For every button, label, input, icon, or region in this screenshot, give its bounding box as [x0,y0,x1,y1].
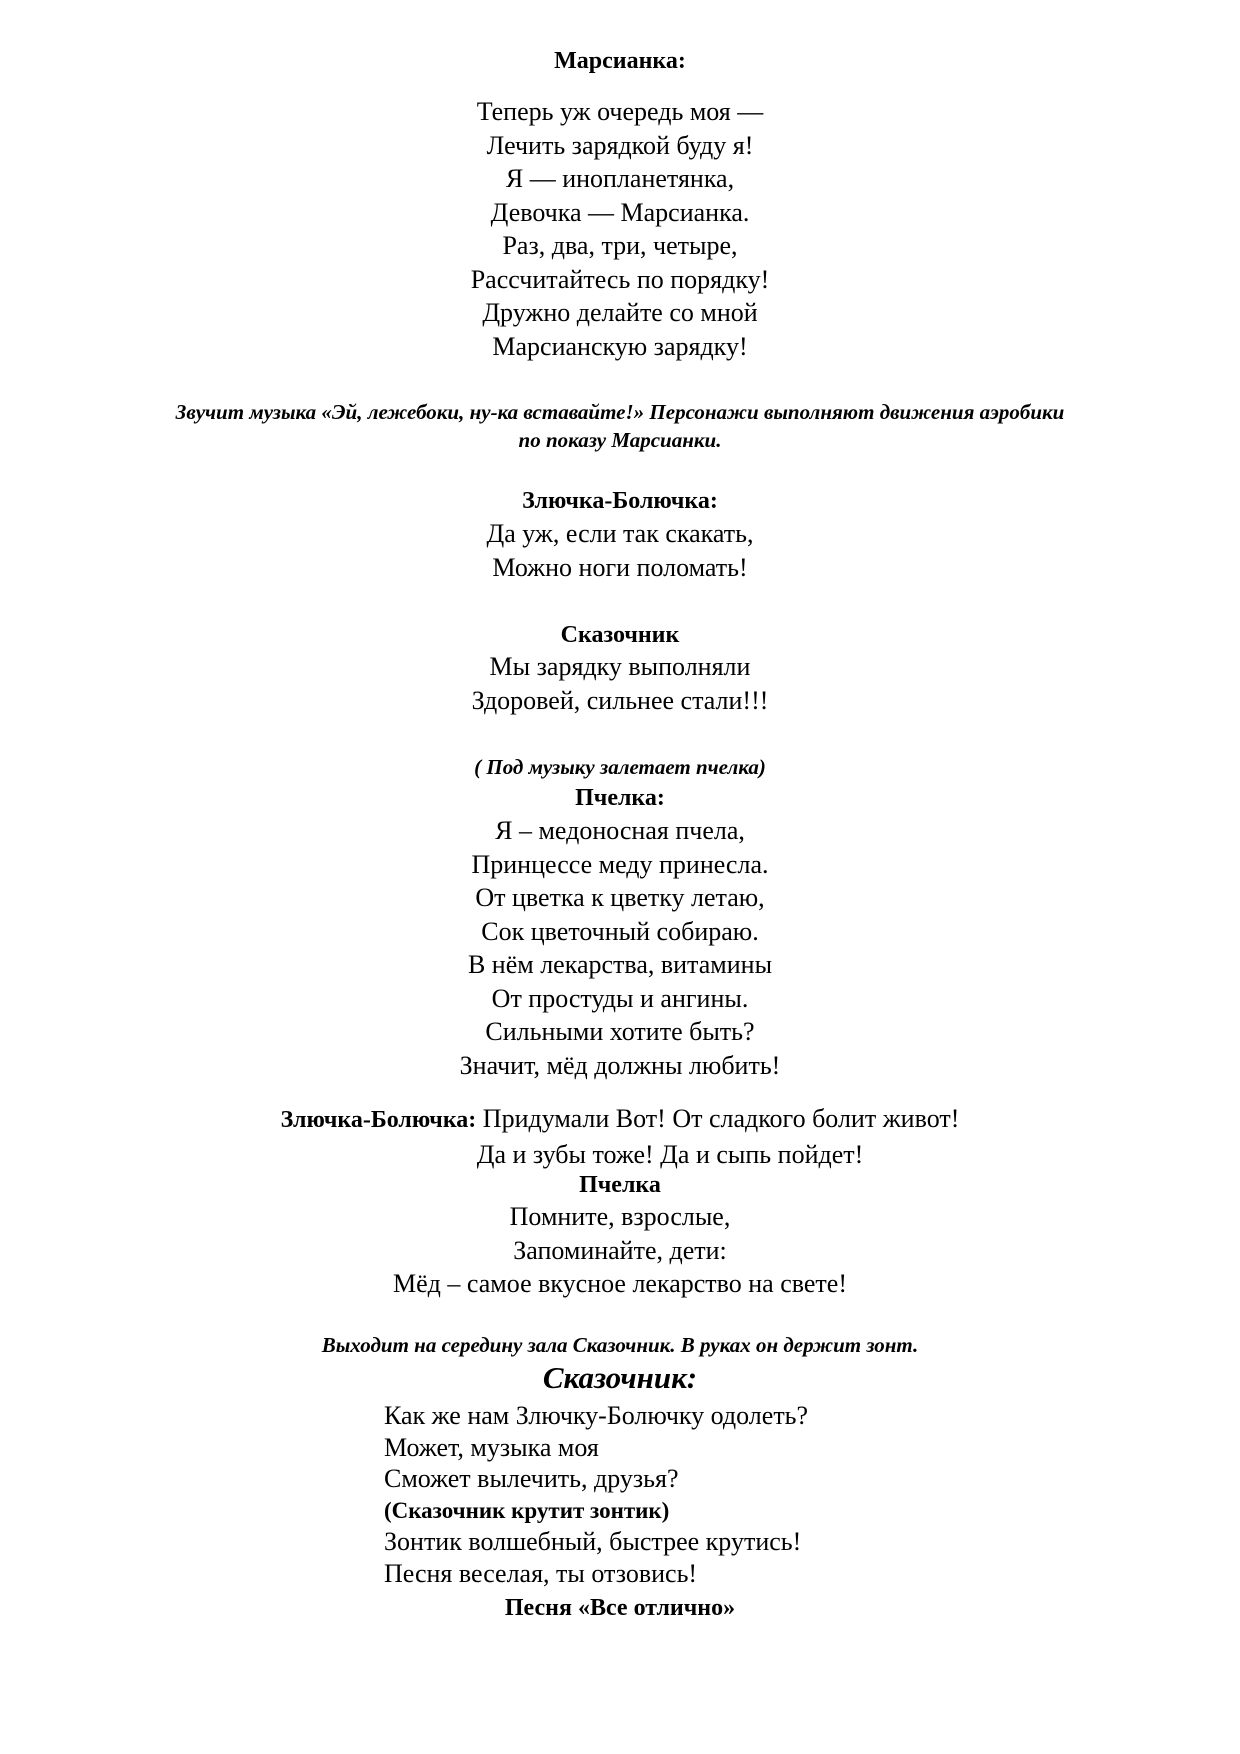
pchelka-verse [0,814,1240,1082]
skazochnik-big-heading: Сказочник: [542,1360,698,1395]
direction-line: по показу Марсианки. [518,428,722,452]
verse-line: Зонтик волшебный, быстрее крутись! [384,1527,802,1556]
verse-line: В нём лекарства, витамины [467,950,773,979]
skazochnik-monologue [384,1400,808,1589]
reply-line: Да и зубы тоже! Да и сыпь пойдет! [476,1139,864,1169]
verse-line: Запоминайте, дети: [513,1235,727,1265]
verse-line: Я — инопланетянка, [505,164,735,193]
verse-line: Принцессе меду принесла. [471,849,769,879]
verse-line: Сильными хотите быть? [485,1017,755,1046]
pchelka-heading: Пчелка: [575,785,665,811]
stage-direction-bee: ( Под музыку залетает пчелка) [474,755,766,779]
verse-line: Может, музыка моя [384,1432,599,1462]
verse-line: Девочка — Марсианка. [490,197,750,227]
verse-line: Лечить зарядкой буду я! [486,130,754,160]
verse-line: Дружно делайте со мной [482,298,758,327]
reply-line [0,1102,1240,1138]
verse-line: Мы зарядку выполняли [489,652,751,681]
verse-line: Помните, взрослые, [509,1202,731,1231]
verse-line: Значит, мёд должны любить! [459,1050,781,1080]
verse-line: Да уж, если так скакать, [486,519,754,548]
direction-line: Звучит музыка «Эй, лежебоки, ну-ка вставайте!» Персонажи выполняют движения аэробики [175,400,1065,424]
zlyuchka-verse [0,517,1240,584]
verse-line: От простуды и ангины. [491,983,749,1013]
zlyuchka-reply [0,1102,1240,1171]
verse-line: Раз, два, три, четыре, [502,231,738,260]
verse-line: Мёд – самое вкусное лекарство на свете! [393,1269,847,1298]
stage-remark: (Сказочник крутит зонтик) [384,1497,670,1523]
verse-line: Сок цветочный собираю. [481,916,759,946]
marsianka-heading: Марсианка: [554,48,686,74]
verse-line: Как же нам Злючку-Болючку одолеть? [384,1401,809,1430]
verse-line: Здоровей, сильнее стали!!! [471,685,769,715]
verse-line: Песня веселая, ты отзовись! [384,1558,698,1588]
skazochnik-heading: Сказочник [560,622,680,648]
verse-line: Я – медоносная пчела, [495,816,745,845]
verse-line: Можно ноги поломать! [492,552,748,582]
verse-line: Марсианскую зарядку! [492,331,748,361]
skazochnik-verse [0,650,1240,717]
marsianka-verse [0,95,1240,363]
reply-text: Придумали Вот! От сладкого болит живот! [476,1104,960,1133]
verse-line: Теперь уж очередь моя — [476,97,764,126]
verse-line: От цветка к цветку летаю, [475,883,765,912]
song-title: Песня «Все отлично» [504,1595,736,1621]
verse-line: Рассчитайтесь по порядку! [470,264,770,294]
zlyuchka-heading: Злючка-Болючка: [522,488,718,514]
stage-direction-umbrella: Выходит на середину зала Сказочник. В руках он держит зонт. [321,1333,919,1357]
verse-line: Сможет вылечить, друзья? [384,1464,679,1493]
pchelka-verse [0,1200,1240,1301]
pchelka-heading: Пчелка [579,1172,661,1198]
stage-direction-aerobics [0,398,1240,454]
speaker-name: Злючка-Болючка: [280,1107,477,1133]
